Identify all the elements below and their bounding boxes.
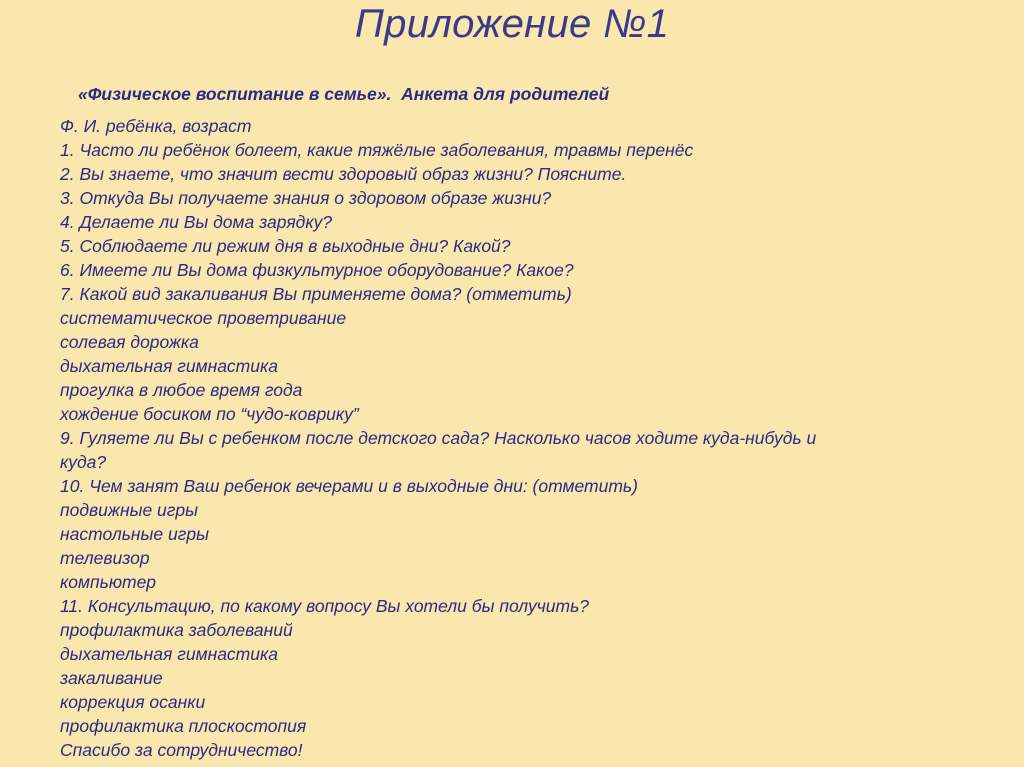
question-1: 1. Часто ли ребёнок болеет, какие тяжёлые заболевания, травмы перенёс	[60, 140, 694, 160]
option-item: хождение босиком по “чудо-коврику”	[60, 404, 359, 424]
question-7: 7. Какой вид закаливания Вы применяете дома? (отметить)	[60, 284, 572, 304]
option-item: подвижные игры	[60, 500, 199, 520]
option-item: прогулка в любое время года	[60, 380, 303, 400]
question-5: 5. Соблюдаете ли режим дня в выходные дни? Какой?	[60, 236, 511, 256]
option-item: дыхательная гимнастика	[60, 644, 278, 664]
question-9-continued: куда?	[60, 452, 107, 472]
child-name-line: Ф. И. ребёнка, возраст	[60, 116, 252, 136]
option-item: систематическое проветривание	[60, 308, 347, 328]
questionnaire-subtitle: «Физическое воспитание в семье». Анкета для родителей	[78, 84, 610, 104]
question-9: 9. Гуляете ли Вы с ребенком после детского сада? Насколько часов ходите куда-нибудь и	[60, 428, 817, 448]
option-item: закаливание	[60, 668, 163, 688]
option-item: дыхательная гимнастика	[60, 356, 278, 376]
option-item: профилактика плоскостопия	[60, 716, 307, 736]
option-item: профилактика заболеваний	[60, 620, 293, 640]
page-title: Приложение №1	[354, 2, 670, 46]
option-item: настольные игры	[60, 524, 209, 544]
question-10: 10. Чем занят Ваш ребенок вечерами и в выходные дни: (отметить)	[60, 476, 638, 496]
question-6: 6. Имеете ли Вы дома физкультурное оборудование? Какое?	[60, 260, 574, 280]
option-item: телевизор	[60, 548, 150, 568]
question-2: 2. Вы знаете, что значит вести здоровый образ жизни? Поясните.	[60, 164, 627, 184]
question-11: 11. Консультацию, по какому вопросу Вы хотели бы получить?	[60, 596, 590, 616]
question-4: 4. Делаете ли Вы дома зарядку?	[60, 212, 333, 232]
option-item: компьютер	[60, 572, 157, 592]
question-3: 3. Откуда Вы получаете знания о здоровом образе жизни?	[60, 188, 552, 208]
questionnaire-list	[60, 114, 960, 762]
thank-you-line: Спасибо за сотрудничество!	[60, 740, 303, 760]
option-item: коррекция осанки	[60, 692, 206, 712]
option-item: солевая дорожка	[60, 332, 199, 352]
